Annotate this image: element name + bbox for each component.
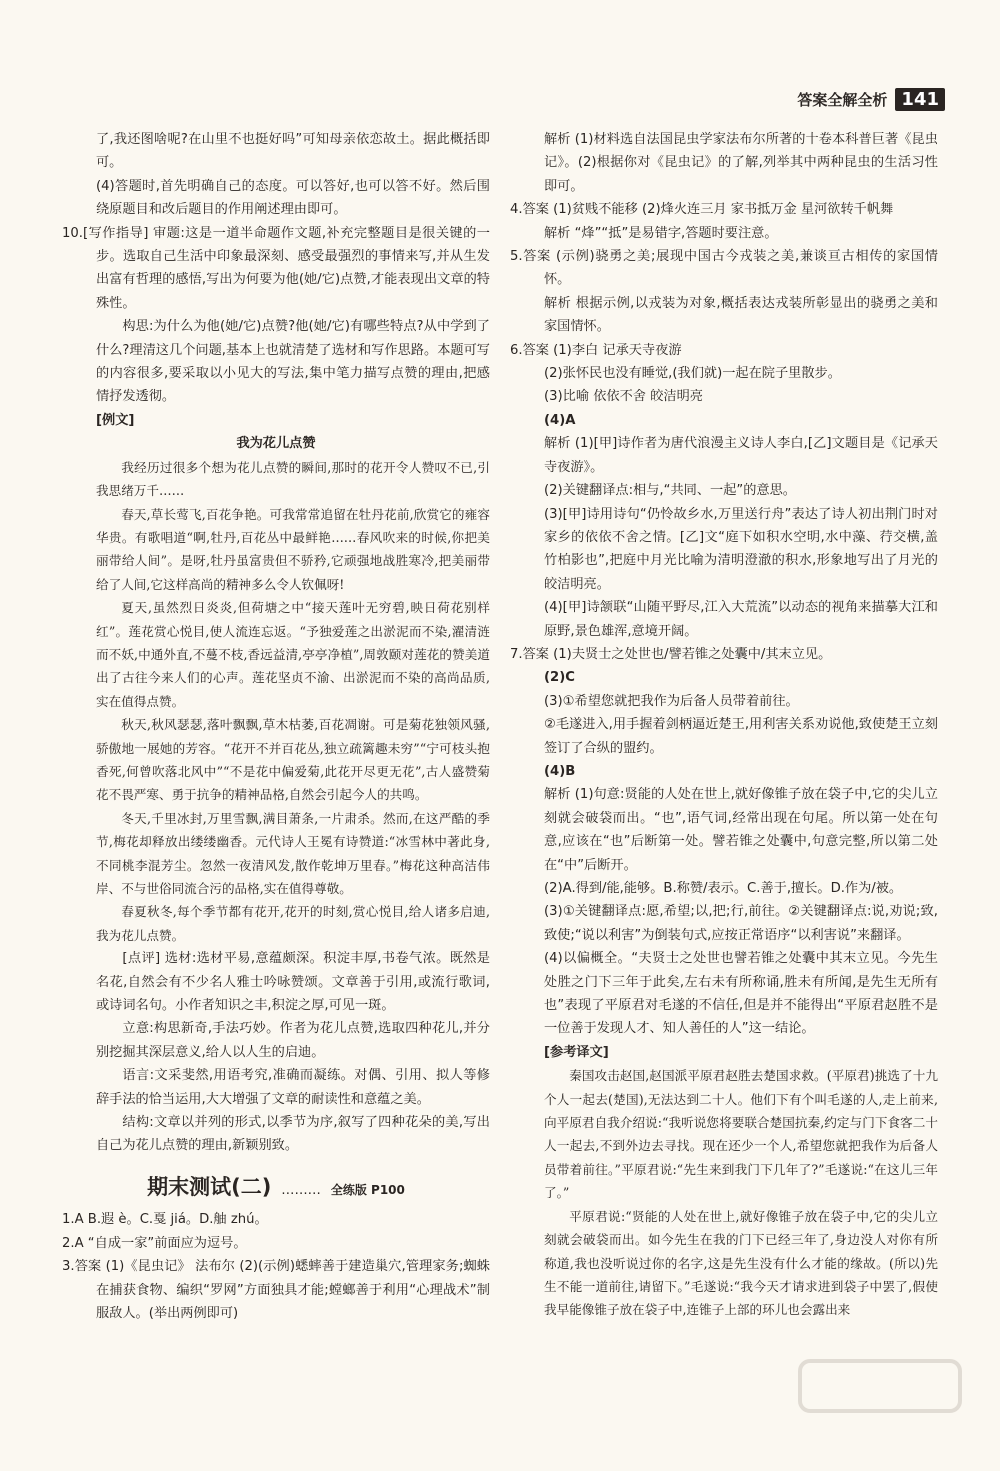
paragraph: (4)A xyxy=(544,412,576,428)
paragraph: 解析 (1)材料选自法国昆虫学家法布尔所著的十卷本科普巨著《昆虫记》。(2)根据你对《昆虫记》的了解,列举其中两种昆虫的生活习性即可。 xyxy=(544,132,938,194)
paragraph: 解析 根据示例,以戎装为对象,概括表达戎装所彰显出的骁勇之美和家国情怀。 xyxy=(544,295,938,335)
paragraph: [点评] 选材:选材平易,意蕴颇深。积淀丰厚,书卷气浓。既然是名花,自然会有不少名人雅士吟咏赞颂。文章善于引用,或流行歌词,或诗词名句。小作者知识之丰,积淀之厚,可见一斑。 xyxy=(96,951,490,1014)
paragraph: 立意:构思新奇,手法巧妙。作者为花儿点赞,选取四种花儿,并分别挖掘其深层意义,给人以人生的启迪。 xyxy=(96,1021,490,1060)
paragraph: 解析 (1)句意:贤能的人处在世上,就好像锥子放在袋子中,它的尖儿立刻就会破袋而出。“也”,语气词,经常出现在句尾。所以第一处在句意,应该在“也”后断第一处。譬若锥之处囊中,句意完整,所以第二处在“中”后断开。 xyxy=(544,787,938,873)
paragraph: (4)[甲]诗颔联“山随平野尽,江入大荒流”以动态的视角来描摹大江和原野,景色雄浑,意境开阔。 xyxy=(544,600,938,639)
paragraph: 语言:文采斐然,用语考究,准确而凝练。对偶、引用、拟人等修辞手法的恰当运用,大大增强了文章的耐读性和意蕴之美。 xyxy=(96,1068,490,1107)
exam-dots: ……… xyxy=(281,1182,321,1198)
paragraph: 秦国攻击赵国,赵国派平原君赵胜去楚国求救。(平原君)挑选了十九个人一起去(楚国),无法达到二十人。他们下有个叫毛遂的人,走上前来,向平原君自我介绍说:“我听说您将要联合楚国抗秦,约定与门下食客二十人一起去,不到外边去寻找。现在还少一个人,希望您就把我作为后备人员带着前往。”平原君说:“先生来到我门下几年了?”毛遂说:“在这儿三年了。” xyxy=(544,1068,938,1201)
page-number: 141 xyxy=(895,88,945,111)
paragraph: (3)比喻 依依不舍 皎洁明亮 xyxy=(544,389,703,405)
paragraph: 春天,草长莺飞,百花争艳。可我常常追留在牡丹花前,欣赏它的雍容华贵。有歌唱道“啊,牡丹,百花丛中最鲜艳……春风吹来的时候,你把美丽带给人间”。是呀,牡丹虽富贵但不骄矜,它顽强地战胜寒冷,把美丽带给了人间,它这样高尚的精神多么令人钦佩呀! xyxy=(96,506,490,592)
paragraph: (2)关键翻译点:相与,“共同、一起”的意思。 xyxy=(544,483,796,499)
paragraph: (3)①希望您就把我作为后备人员带着前往。 xyxy=(544,693,799,709)
header-title: 答案全解全析 xyxy=(797,91,888,109)
exam-section-heading xyxy=(62,1176,490,1202)
paragraph: (4)答题时,首先明确自己的态度。可以答好,也可以答不好。然后围绕原题目和改后题目的作用阐述理由即可。 xyxy=(96,178,490,218)
paragraph: 平原君说:“贤能的人处在世上,就好像锥子放在袋子中,它的尖儿立刻就会破袋而出。如今先生在我的门下已经三年了,身边没人对你有所称道,我也没听说过你的名字,这是先生没有什么才能的缘故。(所以)先生不能一道前往,请留下。”毛遂说:“我今天才请求进到袋子中罢了,假使我早能像锥子放在袋子中,连锥子上部的环儿也会露出来 xyxy=(544,1208,938,1318)
paragraph: 10.[写作指导] 审题:这是一道半命题作文题,补充完整题目是很关键的一步。选取自己生活中印象最深刻、感受最强烈的事情来写,并从生发出富有哲理的感悟,写出为何要为他(她/它)点赞,才能表现出文章的特殊性。 xyxy=(62,225,490,311)
paragraph: (3)[甲]诗用诗句“仍怜故乡水,万里送行舟”表达了诗人初出荆门时对家乡的依依不舍之情。[乙]文“庭下如积水空明,水中藻、荇交横,盖竹柏影也”,把庭中月光比喻为清明澄澈的积水,形象地写出了月光的皎洁明亮。 xyxy=(544,506,938,592)
paragraph: 6.答案 (1)李白 记承天寺夜游 xyxy=(510,342,682,358)
essay-title: 我为花儿点赞 xyxy=(236,436,316,452)
exam-answers xyxy=(62,1208,490,1325)
watermark-logo-icon xyxy=(790,1351,970,1441)
left-column xyxy=(62,128,490,1325)
paragraph: [例文] xyxy=(96,412,135,428)
exam-reference: 全练版 P100 xyxy=(330,1182,405,1197)
paragraph: 2.A “自成一家”前面应为逗号。 xyxy=(62,1235,247,1251)
paragraph: 1.A B.遐 è。C.戛 jiá。D.舳 zhú。 xyxy=(62,1212,268,1228)
paragraph: (2)A.得到/能,能够。B.称赞/表示。C.善于,擅长。D.作为/被。 xyxy=(544,881,903,896)
paragraph: (3)①关键翻译点:愿,希望;以,把;行,前往。②关键翻译点:说,劝说;致,致使;“说以利害”为倒装句式,应按正常语序“以利害说”来翻译。 xyxy=(544,904,938,943)
paragraph: [参考译文] xyxy=(544,1044,609,1060)
paragraph: (2)C xyxy=(544,670,575,686)
page-header xyxy=(797,88,945,111)
paragraph: 3.答案 (1)《昆虫记》 法布尔 (2)(示例)蟋蟀善于建造巢穴,管理家务;蜘蛛在捕获食物、编织“罗网”方面独具才能;螳螂善于利用“心理战术”制服敌人。(举出两例即可) xyxy=(62,1259,490,1321)
paragraph: (4)以偏概全。“夫贤士之处世也譬若锥之处囊中其末立见。今先生处胜之门下三年于此矣,左右未有所称诵,胜未有所闻,是先生无所有也”表现了平原君对毛遂的不信任,但是并不能得出“平原君赵胜不是一位善于发现人才、知人善任的人”这一结论。 xyxy=(544,951,938,1037)
paragraph: 结构:文章以并列的形式,以季节为序,叙写了四种花朵的美,写出自己为花儿点赞的理由,新颖别致。 xyxy=(96,1115,490,1154)
paragraph: 冬天,千里冰封,万里雪飘,满目萧条,一片肃杀。然而,在这严酷的季节,梅花却释放出缕缕幽香。元代诗人王冕有诗赞道:“冰雪林中著此身,不同桃李混芳尘。忽然一夜清风发,散作乾坤万里春。”梅花这种高洁伟岸、不与世俗同流合污的品格,实在值得尊敬。 xyxy=(96,810,490,896)
paragraph: 解析 “烽”“抵”是易错字,答题时要注意。 xyxy=(544,225,778,241)
paragraph: (2)张怀民也没有睡觉,(我们就)一起在院子里散步。 xyxy=(544,366,841,382)
paragraph: 5.答案 (示例)骁勇之美;展现中国古今戎装之美,兼谈亘古相传的家国情怀。 xyxy=(510,249,938,288)
paragraph: 解析 (1)[甲]诗作者为唐代浪漫主义诗人李白,[乙]文题目是《记承天寺夜游》。 xyxy=(544,436,938,475)
paragraph: 构思:为什么为他(她/它)点赞?他(她/它)有哪些特点?从中学到了什么?理清这几个问题,基本上也就清楚了选材和写作思路。本题可写的内容很多,要采取以小见大的写法,集中笔力描写点赞的理由,把感情抒发透彻。 xyxy=(96,319,490,405)
paragraph: 秋天,秋风瑟瑟,落叶飘飘,草木枯萎,百花凋谢。可是菊花独领风骚,骄傲地一展她的芳容。“花开不并百花丛,独立疏篱趣未穷”“宁可枝头抱香死,何曾吹落北风中”“不是花中偏爱菊,此花开尽更无花”,古人盛赞菊花不畏严寒、勇于抗争的精神品格,自然会引起今人的共鸣。 xyxy=(96,717,490,803)
paragraph: (4)B xyxy=(544,763,576,779)
paragraph: ②毛遂进入,用手握着剑柄逼近楚王,用利害关系劝说他,致使楚王立刻签订了合纵的盟约。 xyxy=(544,717,938,756)
paragraph: 7.答案 (1)夫贤士之处世也/譬若锥之处囊中/其末立见。 xyxy=(510,646,832,662)
left-answers xyxy=(62,128,490,1158)
paragraph: 夏天,虽然烈日炎炎,但荷塘之中“接天莲叶无穷碧,映日荷花别样红”。莲花赏心悦目,使人流连忘返。“予独爱莲之出淤泥而不染,濯清涟而不妖,中通外直,不蔓不枝,香远益清,亭亭净植”,周敦颐对莲花的赞美道出了古往今来人们的心声。莲花坚贞不渝、出淤泥而不染的高尚品质,实在值得点赞。 xyxy=(96,600,490,709)
paragraph: 4.答案 (1)贫贱不能移 (2)烽火连三月 家书抵万金 星河欲转千帆舞 xyxy=(510,202,894,218)
paragraph: 了,我还图啥呢?在山里不也挺好吗”可知母亲依恋故土。据此概括即可。 xyxy=(96,132,490,171)
right-column xyxy=(510,128,938,1322)
exam-title: 期末测试(二) xyxy=(147,1174,272,1199)
paragraph: 我经历过很多个想为花儿点赞的瞬间,那时的花开令人赞叹不已,引我思绪万千…… xyxy=(96,459,490,499)
paragraph: 春夏秋冬,每个季节都有花开,花开的时刻,赏心悦目,给人诸多启迪,我为花儿点赞。 xyxy=(96,904,490,943)
